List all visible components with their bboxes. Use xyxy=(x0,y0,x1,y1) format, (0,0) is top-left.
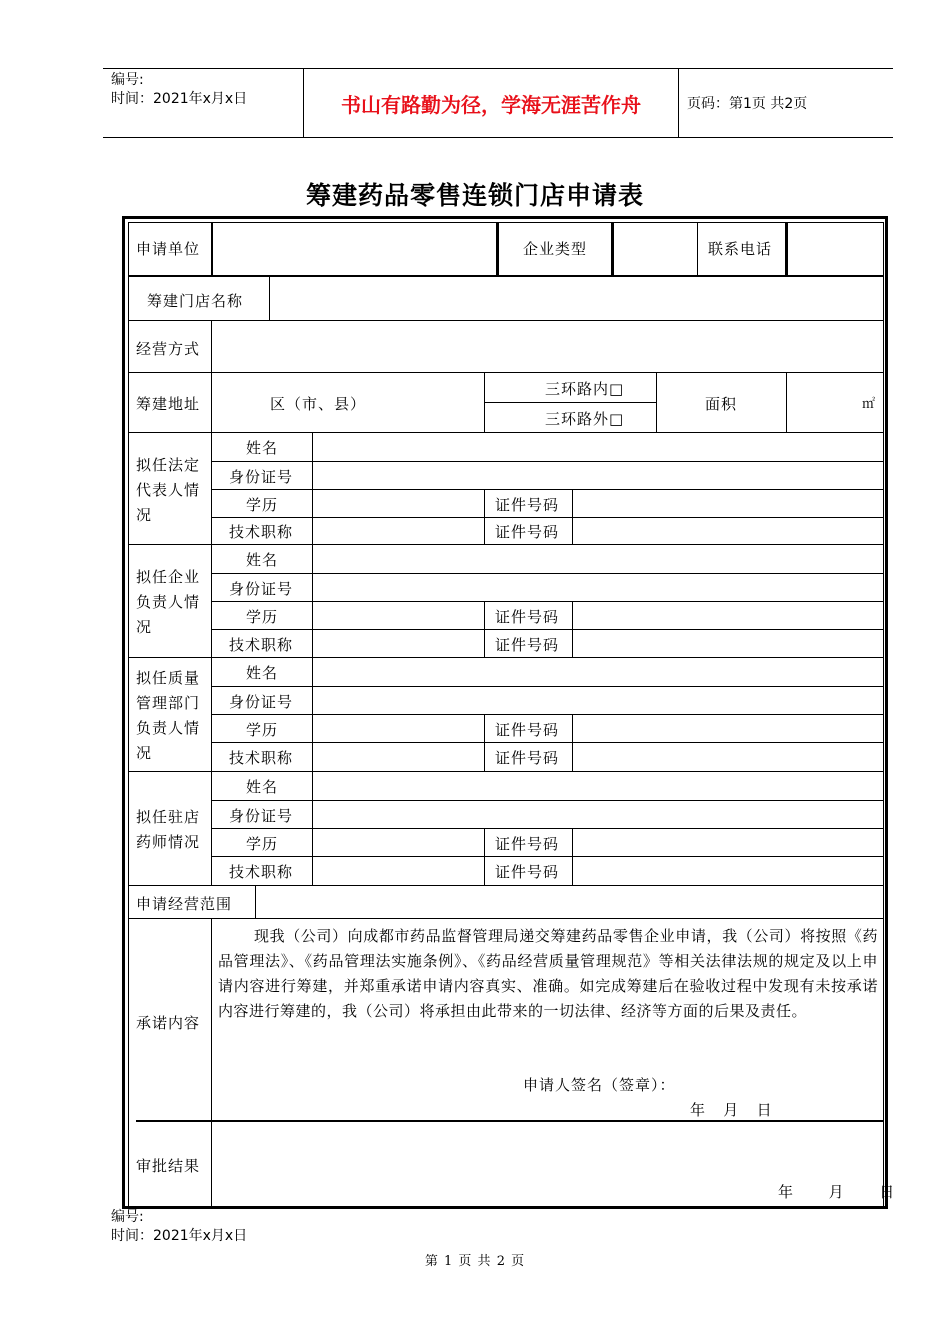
applicant-label: 申请单位 xyxy=(136,240,201,258)
ring-inside-checkbox[interactable]: 三环路内□ xyxy=(545,380,625,398)
section-label-line: 拟任法定 xyxy=(136,455,201,474)
section-label-line: 拟任质量 xyxy=(136,669,201,687)
technical-title-field[interactable] xyxy=(316,519,480,542)
section-label-line: 药师情况 xyxy=(136,833,201,851)
approval-date: 年 月 日 xyxy=(778,1183,896,1201)
certificate-number-label: 证件号码 xyxy=(495,495,560,514)
business-mode-field[interactable] xyxy=(214,323,880,369)
scope-field[interactable] xyxy=(258,888,880,916)
signature-label: 申请人签名（签章）： xyxy=(523,1076,676,1094)
code-label: 编号: xyxy=(111,72,144,88)
area-label: 面积 xyxy=(705,395,738,413)
address-label: 筹建地址 xyxy=(136,395,201,413)
enterprise-type-label: 企业类型 xyxy=(523,240,588,258)
id-number-label: 身份证号 xyxy=(229,579,294,598)
id-number-label: 身份证号 xyxy=(229,692,294,711)
business-mode-label: 经营方式 xyxy=(136,340,201,358)
phone-label: 联系电话 xyxy=(708,240,773,258)
certificate-number-field[interactable] xyxy=(576,716,880,740)
education-label: 学历 xyxy=(246,495,279,514)
section-label-line: 负责人情 xyxy=(136,593,201,611)
education-field[interactable] xyxy=(316,830,480,854)
enterprise-type-field[interactable] xyxy=(616,226,694,272)
certificate-number-field[interactable] xyxy=(576,519,880,542)
education-label: 学历 xyxy=(246,720,279,739)
time-label: 时间：2021年x月x日 xyxy=(111,91,248,107)
technical-title-label: 技术职称 xyxy=(229,749,294,767)
certificate-number-field[interactable] xyxy=(576,631,880,655)
certificate-number-label: 证件号码 xyxy=(495,635,560,654)
approval-label: 审批结果 xyxy=(136,1157,201,1175)
promise-text: 现我（公司）向成都市药品监督管理局递交筹建药品零售企业申请，我（公司）将按照《药品管理法》、《药品管理法实施条例》、《药品经营质量管理规范》等相关法律法规的规定及以上申请内容进行筹建，并郑重承诺申请内容真实、准确。如完成筹建后在验收过程中发现有未按承诺内容进行筹建的，我（公司）将承担由此带来的一切法律、经济等方面的后果及责任。 xyxy=(218,927,878,1020)
name-label: 姓名 xyxy=(246,778,279,796)
header-meta xyxy=(103,69,303,137)
id-number-field[interactable] xyxy=(316,688,880,712)
certificate-number-label: 证件号码 xyxy=(495,834,560,853)
name-field[interactable] xyxy=(316,773,880,798)
id-number-field[interactable] xyxy=(316,463,880,487)
certificate-number-field[interactable] xyxy=(576,603,880,627)
certificate-number-label: 证件号码 xyxy=(495,749,560,767)
section-label-line: 负责人情 xyxy=(136,719,201,737)
technical-title-field[interactable] xyxy=(316,858,480,883)
name-field[interactable] xyxy=(316,434,880,459)
technical-title-label: 技术职称 xyxy=(229,635,294,654)
phone-field[interactable] xyxy=(790,226,880,272)
id-number-field[interactable] xyxy=(316,575,880,599)
certificate-number-field[interactable] xyxy=(576,744,880,769)
page-info: 页码：第1页 共2页 xyxy=(687,96,808,112)
name-label: 姓名 xyxy=(246,551,279,569)
section-label-line: 况 xyxy=(136,505,153,524)
form-title: 筹建药品零售连锁门店申请表 xyxy=(305,181,644,210)
bottom-time-label: 时间：2021年x月x日 xyxy=(111,1228,248,1244)
name-label: 姓名 xyxy=(246,664,279,682)
section-label-line: 况 xyxy=(136,744,153,762)
certificate-number-field[interactable] xyxy=(576,858,880,883)
certificate-number-label: 证件号码 xyxy=(495,863,560,881)
technical-title-label: 技术职称 xyxy=(229,523,294,541)
section-label-line: 拟任驻店 xyxy=(136,808,201,826)
education-field[interactable] xyxy=(316,716,480,740)
name-field[interactable] xyxy=(316,546,880,571)
id-number-label: 身份证号 xyxy=(229,467,294,486)
certificate-number-label: 证件号码 xyxy=(495,523,560,541)
id-number-label: 身份证号 xyxy=(229,806,294,825)
certificate-number-label: 证件号码 xyxy=(495,720,560,739)
certificate-number-label: 证件号码 xyxy=(495,607,560,626)
certificate-number-field[interactable] xyxy=(576,491,880,515)
id-number-field[interactable] xyxy=(316,802,880,826)
section-label-line: 代表人情 xyxy=(136,480,201,499)
name-field[interactable] xyxy=(316,659,880,684)
store-name-field[interactable] xyxy=(272,280,880,318)
technical-title-field[interactable] xyxy=(316,744,480,769)
education-field[interactable] xyxy=(316,491,480,515)
name-label: 姓名 xyxy=(246,439,279,457)
education-field[interactable] xyxy=(316,603,480,627)
district-text: 区（市、县） xyxy=(270,395,367,413)
area-unit: ㎡ xyxy=(862,397,877,412)
bottom-code-label: 编号: xyxy=(111,1209,144,1225)
section-label-line: 拟任企业 xyxy=(136,568,201,586)
page-footer: 第 1 页 共 2 页 xyxy=(424,1254,526,1269)
store-name-label: 筹建门店名称 xyxy=(147,292,244,310)
section-label-line: 况 xyxy=(136,618,153,636)
promise-label: 承诺内容 xyxy=(136,1014,201,1032)
technical-title-field[interactable] xyxy=(316,631,480,655)
education-label: 学历 xyxy=(246,834,279,853)
promise-date: 年 月 日 xyxy=(690,1101,773,1119)
certificate-number-field[interactable] xyxy=(576,830,880,854)
approval-field[interactable] xyxy=(214,1124,880,1180)
motto: 书山有路勤为径，学海无涯苦作舟 xyxy=(303,69,679,137)
page-header xyxy=(103,68,893,138)
ring-outside-checkbox[interactable]: 三环路外□ xyxy=(545,410,625,428)
technical-title-label: 技术职称 xyxy=(229,863,294,881)
section-label-line: 管理部门 xyxy=(136,694,201,712)
scope-label: 申请经营范围 xyxy=(136,895,233,913)
applicant-field[interactable] xyxy=(216,226,494,272)
education-label: 学历 xyxy=(246,607,279,626)
